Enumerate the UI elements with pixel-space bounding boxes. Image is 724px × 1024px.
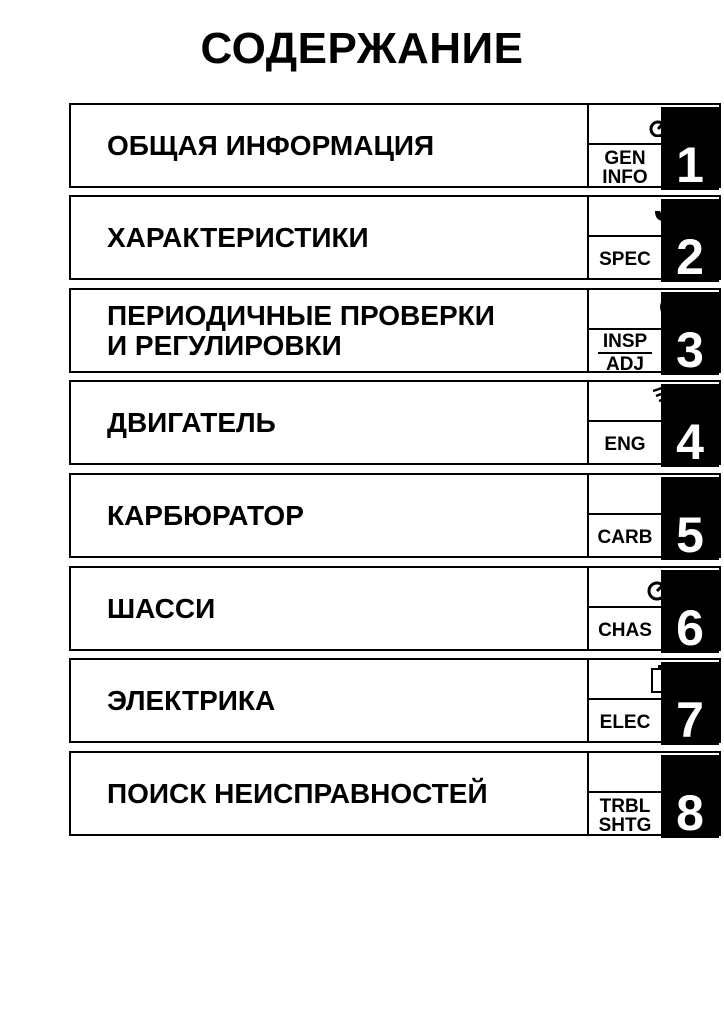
tab-number: 8 <box>661 755 719 838</box>
page-title: СОДЕРЖАНИЕ <box>200 24 524 73</box>
section-tab[interactable] <box>587 103 721 193</box>
toc-row-specifications[interactable] <box>69 195 721 285</box>
section-label: ПОИСК НЕИСПРАВНОСТЕЙ <box>107 777 488 809</box>
tab-code-top: GEN <box>604 147 646 169</box>
tab-code-bottom: SHTG <box>598 814 652 836</box>
tab-code-top: CARB <box>597 527 653 548</box>
row-label-cell <box>69 751 587 836</box>
section-label: ШАССИ <box>107 592 216 624</box>
section-tab[interactable] <box>587 288 721 378</box>
tab-code-bottom: ADJ <box>605 353 644 375</box>
tab-code-top: SPEC <box>599 249 651 270</box>
tab-code <box>589 237 661 282</box>
tab-code-top: ENG <box>604 434 646 455</box>
tab-code <box>589 700 661 745</box>
toc-row-chassis[interactable] <box>69 566 721 656</box>
tab-code <box>589 608 661 653</box>
row-label-cell <box>69 566 587 651</box>
row-label-cell <box>69 473 587 558</box>
tab-code-bottom: INFO <box>602 166 648 188</box>
tab-number: 7 <box>661 662 719 745</box>
toc-row-electrical[interactable] <box>69 658 721 748</box>
tab-code <box>589 145 661 190</box>
section-tab[interactable] <box>587 751 721 841</box>
tab-code-top: ELEC <box>599 712 651 733</box>
toc-row-troubleshooting[interactable] <box>69 751 721 841</box>
section-label: КАРБЮРАТОР <box>107 499 304 531</box>
row-label-cell <box>69 103 587 188</box>
section-label: ПЕРИОДИЧНЫЕ ПРОВЕРКИ И РЕГУЛИРОВКИ <box>107 299 495 361</box>
section-tab[interactable] <box>587 566 721 656</box>
section-label: ХАРАКТЕРИСТИКИ <box>107 221 369 253</box>
section-label: ЭЛЕКТРИКА <box>107 684 276 716</box>
section-label: ОБЩАЯ ИНФОРМАЦИЯ <box>107 129 435 161</box>
row-label-cell <box>69 658 587 743</box>
tab-code-top: TRBL <box>599 795 651 817</box>
toc-row-general-info[interactable] <box>69 103 721 193</box>
tab-code <box>589 422 661 467</box>
section-tab[interactable] <box>587 658 721 748</box>
tab-number: 5 <box>661 477 719 560</box>
row-label-cell <box>69 380 587 465</box>
tab-code <box>589 330 661 375</box>
tab-number: 6 <box>661 570 719 653</box>
section-tab[interactable] <box>587 473 721 563</box>
tab-number: 3 <box>661 292 719 375</box>
toc-row-carburetor[interactable] <box>69 473 721 563</box>
tab-number: 1 <box>661 107 719 190</box>
section-tab[interactable] <box>587 195 721 285</box>
section-tab[interactable] <box>587 380 721 470</box>
section-label: ДВИГАТЕЛЬ <box>107 406 276 438</box>
tab-number: 4 <box>661 384 719 467</box>
toc-row-inspection-adjustment[interactable] <box>69 288 721 378</box>
tab-code <box>589 515 661 560</box>
tab-code-top: CHAS <box>598 620 652 641</box>
tab-code-top: INSP <box>602 330 648 352</box>
tab-code <box>589 793 661 838</box>
toc-row-engine[interactable] <box>69 380 721 470</box>
row-label-cell <box>69 288 587 373</box>
tab-number: 2 <box>661 199 719 282</box>
row-label-cell <box>69 195 587 280</box>
